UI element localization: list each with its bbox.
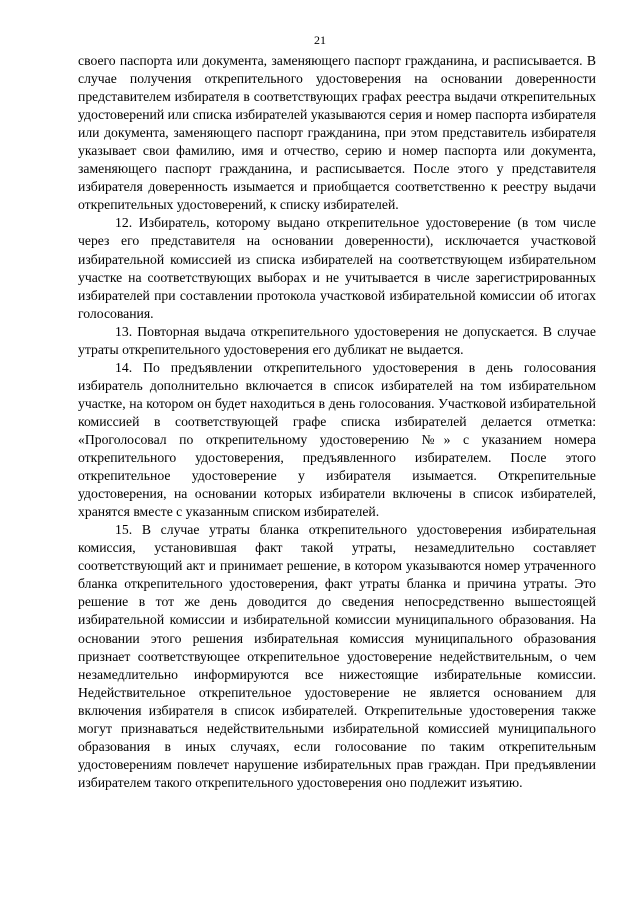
- paragraph-item-14: 14. По предъявлении открепительного удостоверения в день голосования избиратель дополнительно включается в список избирателей на том избирательном участке, на котором он будет находиться в день голосования. Участковой избирательной комиссией в соответствующей графе списка избирателей делается отметка: «Проголосовал по открепительному удостоверению №» с указанием номера открепительного удостоверения, предъявленного избирателем. После этого открепительное удостоверение у избирателя изымается. Открепительные удостоверения, на основании которых избиратели включены в список избирателей, хранятся вместе с указанным списком избирателей.: [78, 359, 596, 520]
- paragraph-item-13: 13. Повторная выдача открепительного удостоверения не допускается. В случае утраты открепительного удостоверения его дубликат не выдается.: [78, 323, 596, 357]
- document-body: [78, 52, 596, 792]
- paragraph-continuation: своего паспорта или документа, заменяющего паспорт гражданина, и расписывается. В случае получения открепительного удостоверения на основании доверенности представителем избирателя в соответствующих графах реестра выдачи открепительных удостоверений или списка избирателей указываются серия и номер паспорта избирателя или документа, заменяющего паспорт гражданина, при этом представитель избирателя указывает свои фамилию, имя и отчество, серию и номер паспорта или документа, заменяющего паспорт гражданина, и расписывается. После этого у представителя избирателя доверенность изымается и приобщается соответственно к реестру выдачи открепительных удостоверений, к списку избирателей.: [78, 53, 596, 213]
- paragraph-item-12: 12. Избиратель, которому выдано открепительное удостоверение (в том числе через его представителя на основании доверенности), исключается участковой избирательной комиссией из списка избирателей на соответствующем избирательном участке на соответствующих выборах и не учитывается в числе зарегистрированных избирателей при составлении протокола участковой избирательной комиссии об итогах голосования.: [78, 215, 596, 321]
- paragraph-item-15: 15. В случае утраты бланка открепительного удостоверения избирательная комиссия, установившая факт такой утраты, незамедлительно составляет соответствующий акт и принимает решение, в котором указываются номер утраченного бланка открепительного удостоверения, факт утраты бланка и причина утраты. Это решение в тот же день доводится до сведения непосредственно вышестоящей избирательной комиссии и избирательной комиссии муниципального образования. На основании этого решения избирательная комиссия муниципального образования признает соответствующее открепительное удостоверение недействительным, о чем незамедлительно информируются все нижестоящие избирательные комиссии. Недействительное открепительное удостоверение не является основанием для включения избирателя в список избирателей. Открепительные удостоверения также могут признаваться недействительными избирательной комиссией муниципального образования в иных случаях, если голосование по таким открепительным удостоверениям повлечет нарушение избирательных прав граждан. При предъявлении избирателем такого открепительного удостоверения оно подлежит изъятию.: [78, 522, 596, 790]
- page-number: 21: [314, 33, 326, 47]
